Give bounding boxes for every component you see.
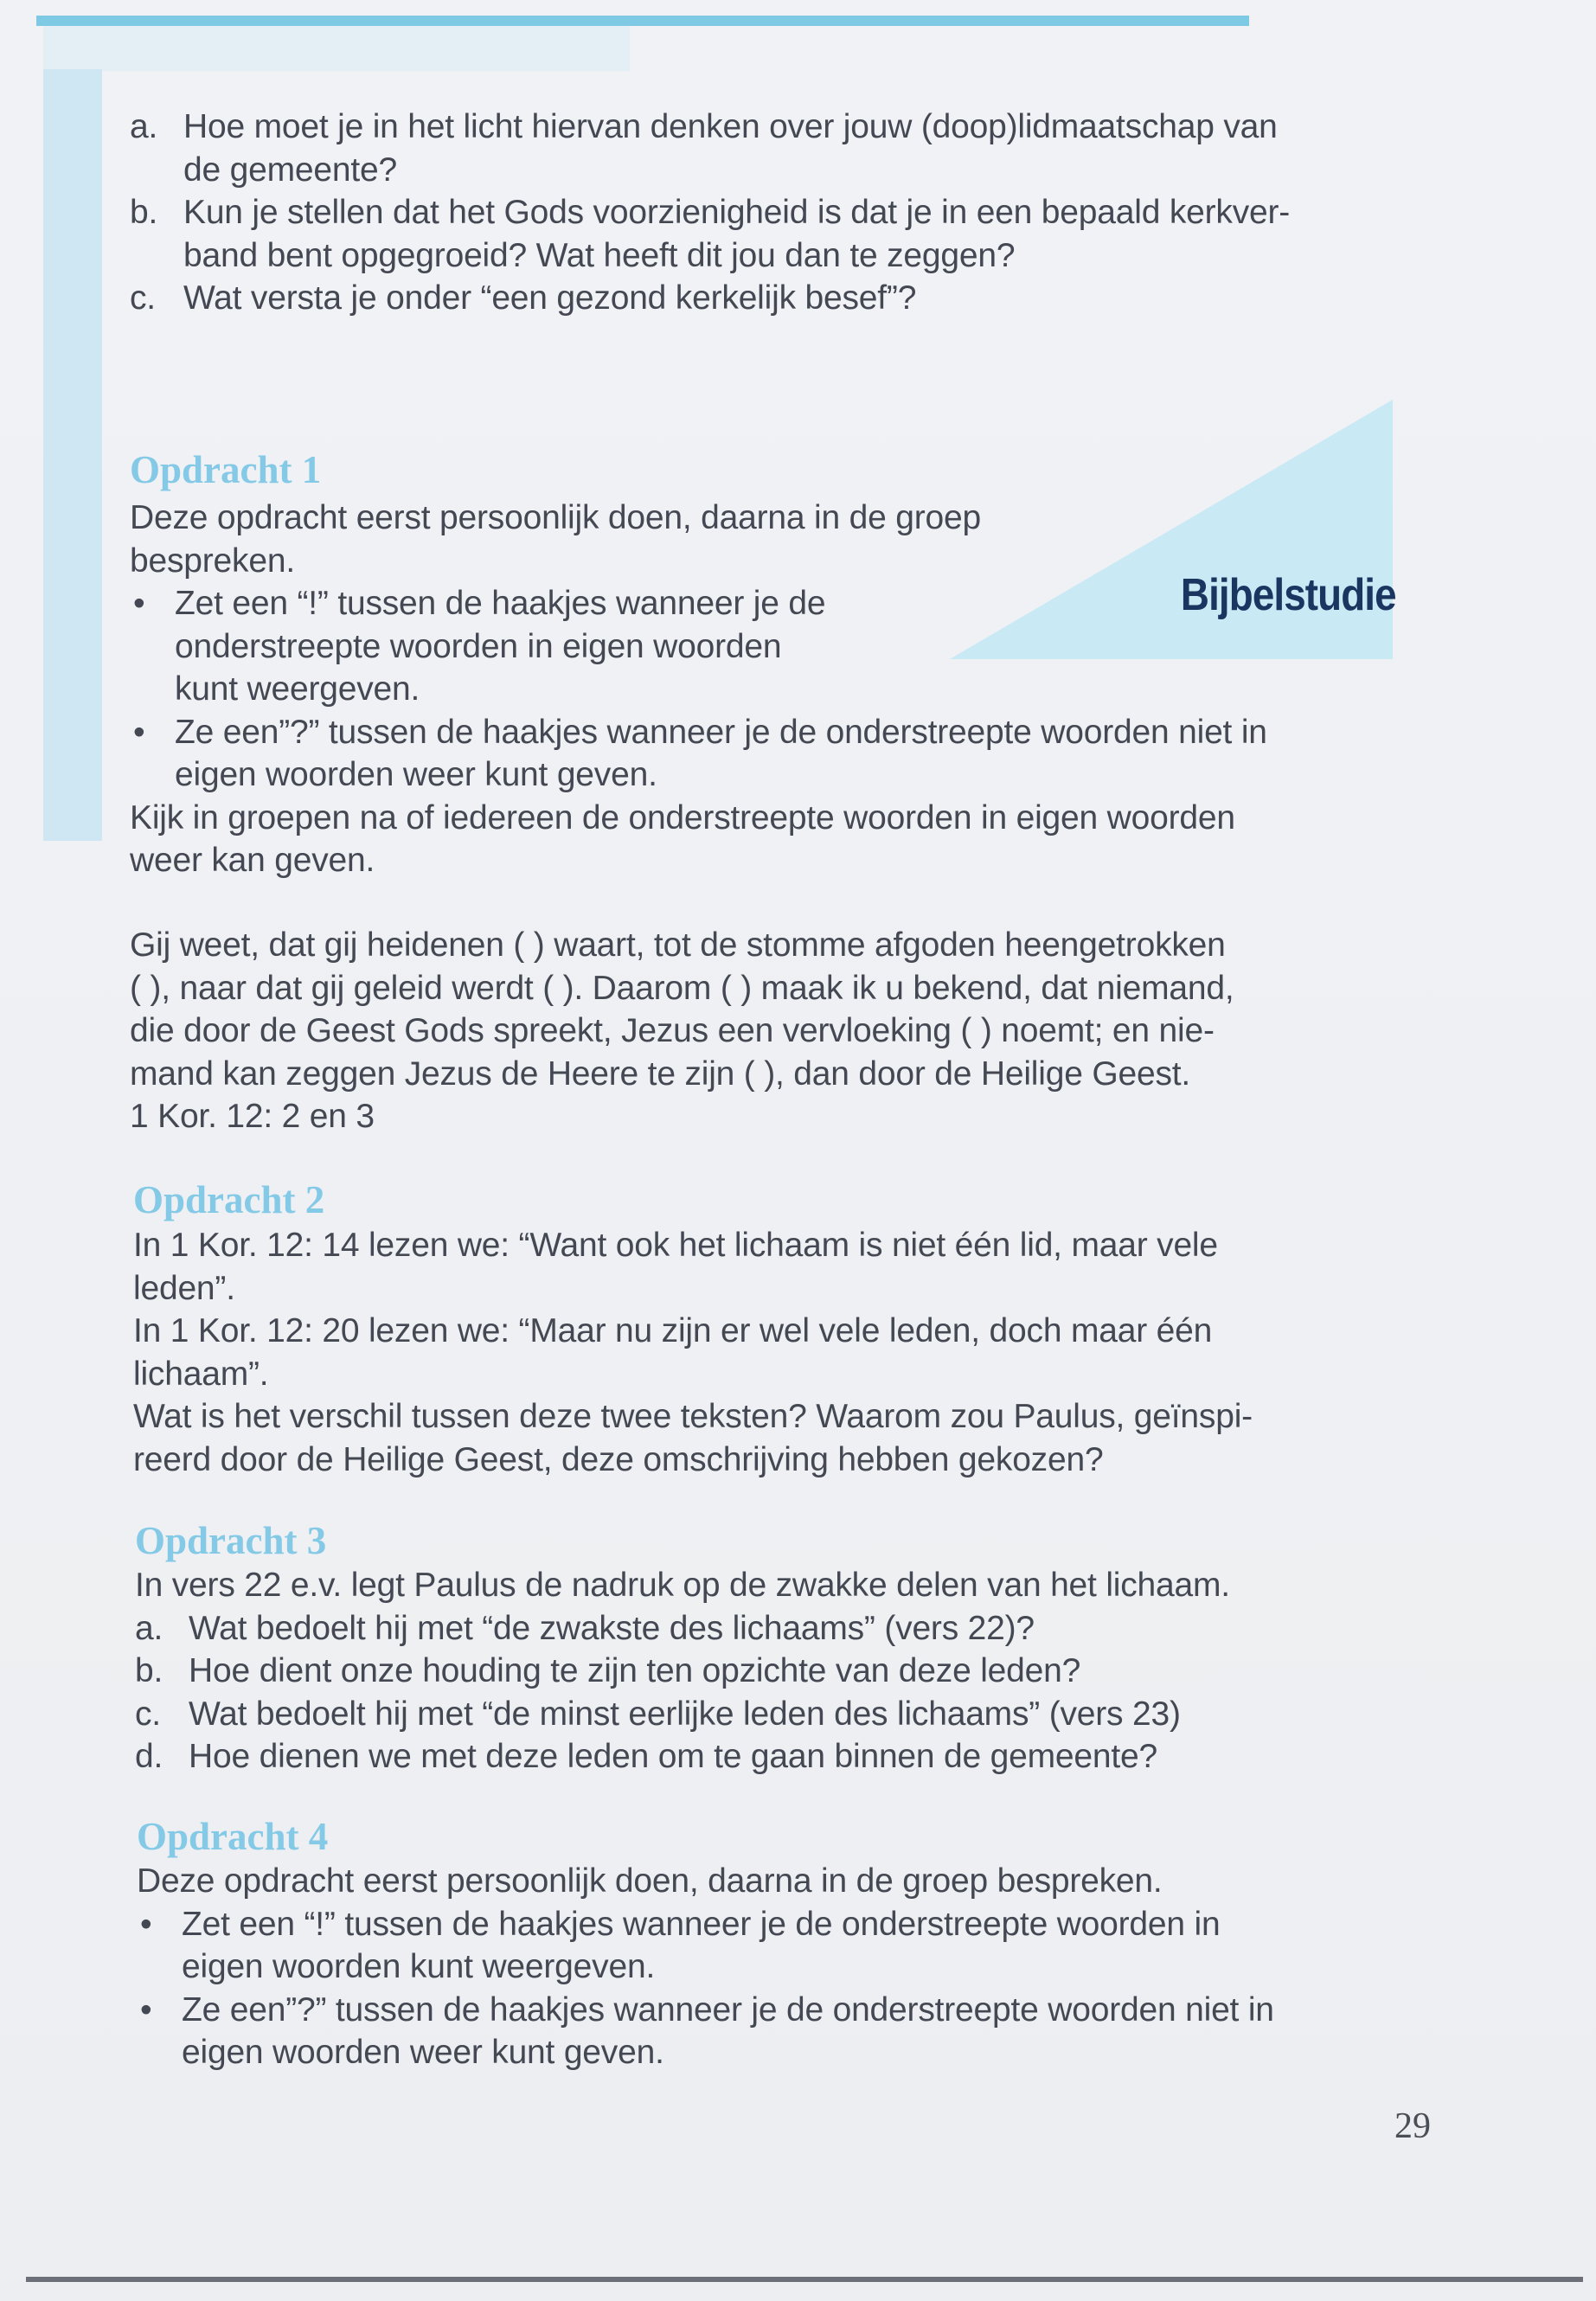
opdracht1-outro-line: Kijk in groepen na of iedereen de onderstreepte woorden in eigen woorden [130, 798, 1235, 836]
top-rule [36, 16, 1249, 26]
opdracht1-heading: Opdracht 1 [130, 448, 322, 491]
bible-passage: Gij weet, dat gij heidenen ( ) waart, tot de stomme afgoden heengetrokken ( ), naar dat gij geleid werdt ( ). Daarom ( ) maak ik u bekend, dat niemand, die door de Geest Gods spreekt, Jezus een vervloeking ( ) noemt; en nie- mand kan zeggen Jezus de Heere te zijn ( ), dan door de Heilige Geest. 1 Kor. 12: 2 en 3 [130, 924, 1445, 1138]
opdracht1-bullet: • Zet een “!” tussen de haakjes wanneer je de onderstreepte woorden in eigen woorden kunt weergeven. [130, 582, 1445, 711]
opdracht4-heading: Opdracht 4 [137, 1815, 329, 1858]
opdracht4-body [137, 1860, 1452, 2074]
opdracht1-outro-line: weer kan geven. [130, 842, 375, 879]
bible-reference: 1 Kor. 12: 2 en 3 [130, 1098, 375, 1135]
opdracht3-item: d. Hoe dienen we met deze leden om te gaan binnen de gemeente? [135, 1738, 1158, 1775]
bullet-icon: • [133, 585, 145, 622]
opdracht1-body [130, 497, 1445, 882]
opdracht2-heading: Opdracht 2 [133, 1178, 325, 1221]
opdracht4-bullet: • Ze een”?” tussen de haakjes wanneer je de onderstreepte woorden niet in eigen woorden weer kunt geven. [137, 1989, 1452, 2074]
opdracht3-item: a. Wat bedoelt hij met “de zwakste des lichaams” (vers 22)? [135, 1609, 1035, 1647]
bullet-icon: • [140, 1990, 152, 2029]
opdracht1-intro-line: bespreken. [130, 542, 295, 580]
bottom-rule [26, 2277, 1583, 2282]
decorative-panel-top [43, 26, 630, 71]
opdracht3-item: c. Wat bedoelt hij met “de minst eerlijke leden des lichaams” (vers 23) [135, 1695, 1181, 1733]
opdracht1-intro-line: Deze opdracht eerst persoonlijk doen, daarna in de groep [130, 499, 981, 536]
question-b: b. Kun je stellen dat het Gods voorzienigheid is dat je in een bepaald kerkver- band bent opgegroeid? Wat heeft dit jou dan te zeggen? [130, 194, 1291, 274]
bullet-icon: • [133, 713, 145, 751]
opdracht3-intro: In vers 22 e.v. legt Paulus de nadruk op de zwakke delen van het lichaam. [135, 1567, 1230, 1604]
decorative-side-panel [43, 69, 102, 841]
question-c: c. Wat versta je onder “een gezond kerkelijk besef”? [130, 279, 917, 317]
page-number: 29 [1394, 2106, 1431, 2146]
question-a: a. Hoe moet je in het licht hiervan denken over jouw (doop)lidmaatschap van de gemeente? [130, 108, 1278, 189]
opdracht3-heading: Opdracht 3 [135, 1519, 327, 1562]
opdracht1-bullet: • Ze een”?” tussen de haakjes wanneer je de onderstreepte woorden niet in eigen woorden weer kunt geven. [130, 711, 1445, 797]
bullet-icon: • [140, 1905, 152, 1943]
opdracht4-intro: Deze opdracht eerst persoonlijk doen, daarna in de groep bespreken. [137, 1862, 1163, 1900]
intro-questions [130, 106, 1445, 320]
opdracht3-item: b. Hoe dient onze houding te zijn ten opzichte van deze leden? [135, 1652, 1081, 1689]
banner-label: Bijbelstudie [1181, 570, 1396, 620]
opdracht2-body: In 1 Kor. 12: 14 lezen we: “Want ook het lichaam is niet één lid, maar vele leden”. In 1 Kor. 12: 20 lezen we: “Maar nu zijn er wel vele leden, doch maar één lichaam”. Wat is het verschil tussen deze twee teksten? Waarom zou Paulus, geïnspi- reerd door de Heilige Geest, deze omschrijving hebben gekozen? [133, 1227, 1253, 1478]
opdracht3-body [135, 1564, 1450, 1779]
opdracht4-bullet: • Zet een “!” tussen de haakjes wanneer je de onderstreepte woorden in eigen woorden kunt weergeven. [137, 1903, 1452, 1989]
